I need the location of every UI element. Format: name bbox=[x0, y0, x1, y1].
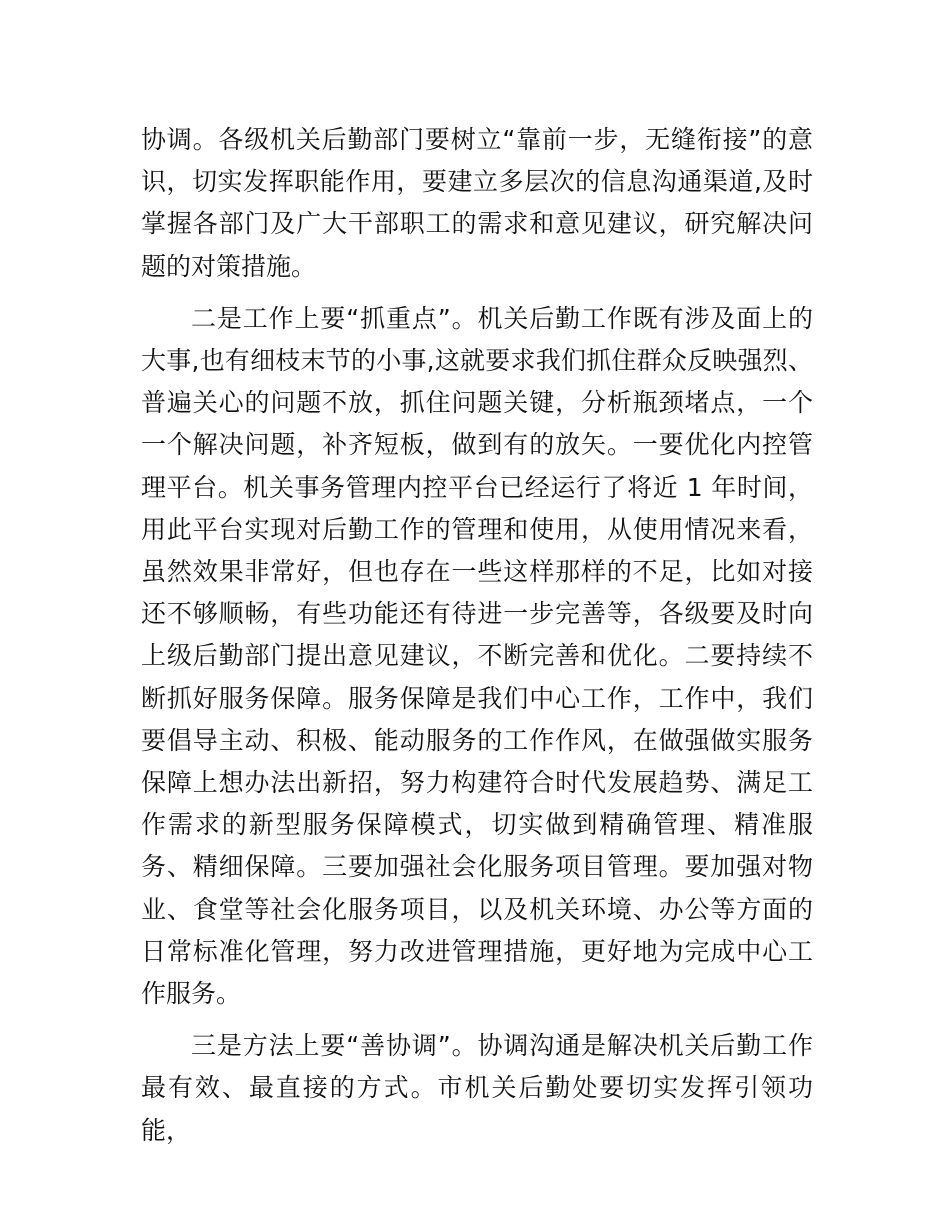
document-body bbox=[141, 119, 813, 1162]
paragraph-continuation: 协调。各级机关后勤部门要树立“靠前一步，无缝衔接”的意识，切实发挥职能作用，要建立多层次的信息沟通渠道,及时掌握各部门及广大干部职工的需求和意见建议，研究解决问题的对策措施。 bbox=[141, 125, 813, 281]
paragraph-key-points: 二是工作上要“抓重点”。机关后勤工作既有涉及面上的大事,也有细枝末节的小事,这就要求我们抓住群众反映强烈、普遍关心的问题不放，抓住问题关键，分析瓶颈堵点，一个一个解决问题，补齐短板，做到有的放矢。一要优化内控管理平台。机关事务管理内控平台已经运行了将近 1 年时间，用此平台实现对后勤工作的管理和使用，从使用情况来看，虽然效果非常好，但也存在一些这样那样的不足，比如对接还不够顺畅，有些功能还有待进一步完善等，各级要及时向上级后勤部门提出意见建议，不断完善和优化。二要持续不断抓好服务保障。服务保障是我们中心工作，工作中，我们要倡导主动、积极、能动服务的工作作风，在做强做实服务保障上想办法出新招，努力构建符合时代发展趋势、满足工作需求的新型服务保障模式，切实做到精确管理、精准服务、精细保障。三要加强社会化服务项目管理。要加强对物业、食堂等社会化服务项目，以及机关环境、办公等方面的日常标准化管理，努力改进管理措施，更好地为完成中心工作服务。 bbox=[141, 303, 813, 1009]
paragraph-coordination: 三是方法上要“善协调”。协调沟通是解决机关后勤工作最有效、最直接的方式。市机关后勤处要切实发挥引领功能， bbox=[141, 1031, 813, 1145]
